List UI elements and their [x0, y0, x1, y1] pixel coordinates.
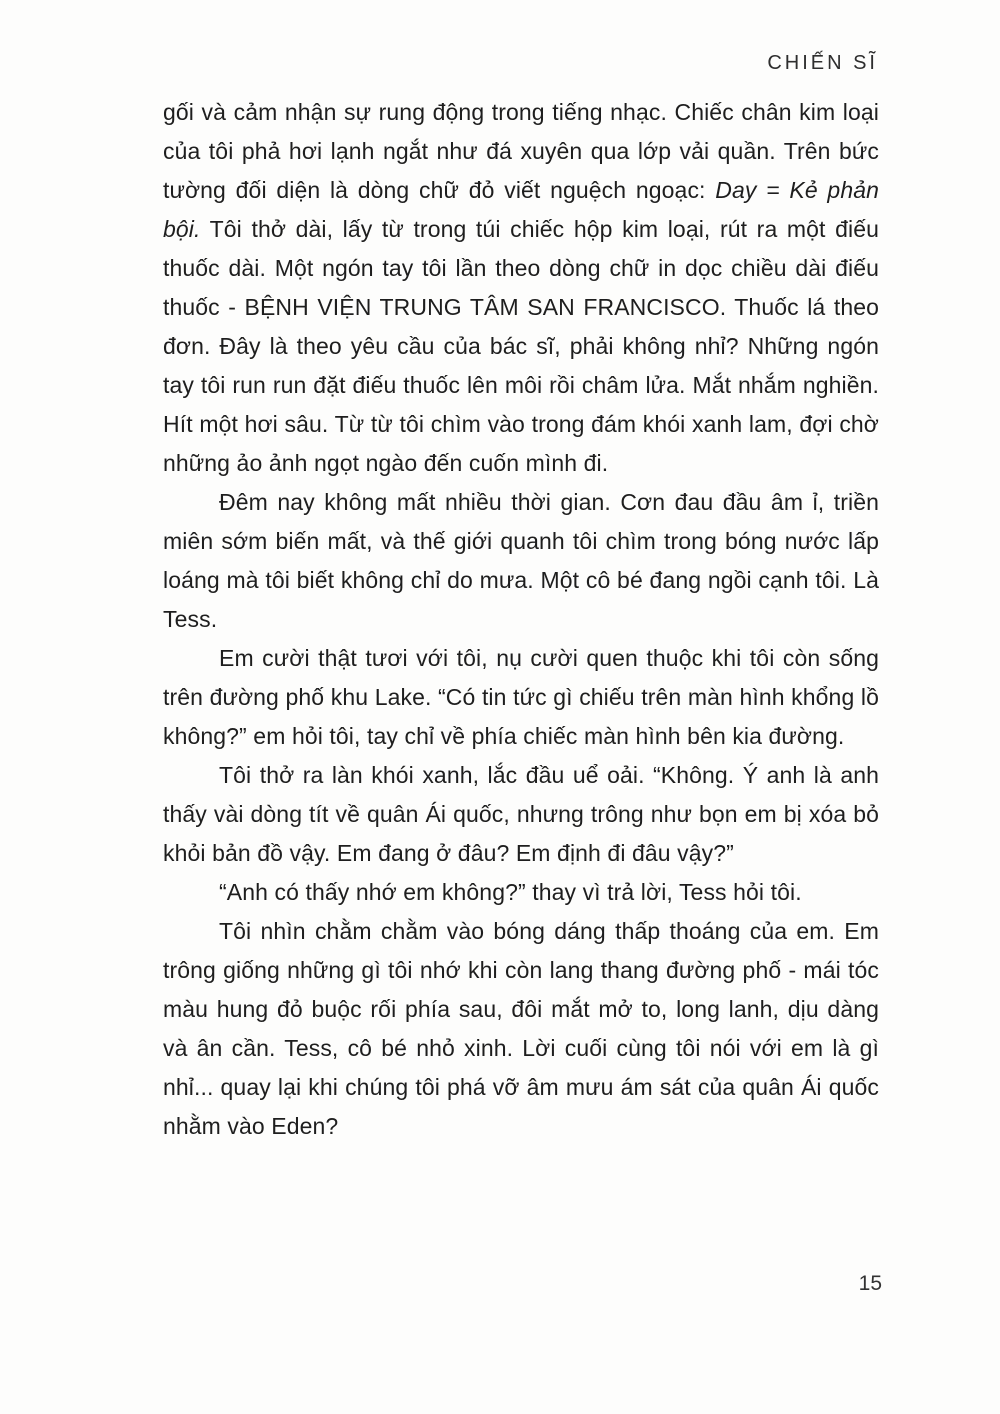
text-run: Tôi thở dài, lấy từ trong túi chiếc hộp kim loại, rút ra một điếu thuốc dài. Một ngón tay tôi lần theo dòng chữ in dọc chiều dài điếu thuốc - BỆNH VIỆN TRUNG TÂM SAN FRANCISCO. Thuốc lá theo đơn. Đây là theo yêu cầu của bác sĩ, phải không nhỉ? Những ngón tay tôi run run đặt điếu thuốc lên môi rồi châm lửa. Mắt nhắm nghiền. Hít một hơi sâu. Từ từ tôi chìm vào trong đám khói xanh lam, đợi chờ những ảo ảnh ngọt ngào đến cuốn mình đi. [163, 216, 879, 476]
text-run: “Anh có thấy nhớ em không?” thay vì trả lời, Tess hỏi tôi. [219, 879, 802, 905]
paragraph [163, 873, 879, 912]
text-run: Đêm nay không mất nhiều thời gian. Cơn đau đầu âm ỉ, triền miên sớm biến mất, và thế giới quanh tôi chìm trong bóng nước lấp loáng mà tôi biết không chỉ do mưa. Một cô bé đang ngồi cạnh tôi. Là Tess. [163, 489, 879, 632]
paragraph [163, 93, 879, 483]
text-run: gối và cảm nhận sự rung động trong tiếng nhạc. Chiếc chân kim loại của tôi phả hơi lạnh ngắt như đá xuyên qua lớp vải quần. Trên bức tường đối diện là dòng chữ đỏ viết nguệch ngoạc: [163, 99, 879, 203]
running-header: CHIẾN SĨ [767, 52, 878, 74]
paragraph [163, 912, 879, 1146]
text-run: Em cười thật tươi với tôi, nụ cười quen thuộc khi tôi còn sống trên đường phố khu Lake. “Có tin tức gì chiếu trên màn hình khổng lồ không?” em hỏi tôi, tay chỉ về phía chiếc màn hình bên kia đường. [163, 645, 879, 749]
page-number: 15 [858, 1272, 882, 1295]
paragraph [163, 756, 879, 873]
paragraph [163, 639, 879, 756]
italic-text-run: Day = Kẻ phản bội. [163, 177, 880, 242]
text-run: Tôi nhìn chằm chằm vào bóng dáng thấp thoáng của em. Em trông giống những gì tôi nhớ khi còn lang thang đường phố - mái tóc màu hung đỏ buộc rối phía sau, đôi mắt mở to, long lanh, dịu dàng và ân cần. Tess, cô bé nhỏ xinh. Lời cuối cùng tôi nói với em là gì nhỉ... quay lại khi chúng tôi phá vỡ âm mưu ám sát của quân Ái quốc nhằm vào Eden? [163, 918, 879, 1139]
paragraph [163, 483, 879, 639]
text-run: Tôi thở ra làn khói xanh, lắc đầu uể oải. “Không. Ý anh là anh thấy vài dòng tít về quân Ái quốc, nhưng trông như bọn em bị xóa bỏ khỏi bản đồ vậy. Em đang ở đâu? Em định đi đâu vậy?” [163, 762, 879, 866]
page-body [163, 93, 879, 1146]
